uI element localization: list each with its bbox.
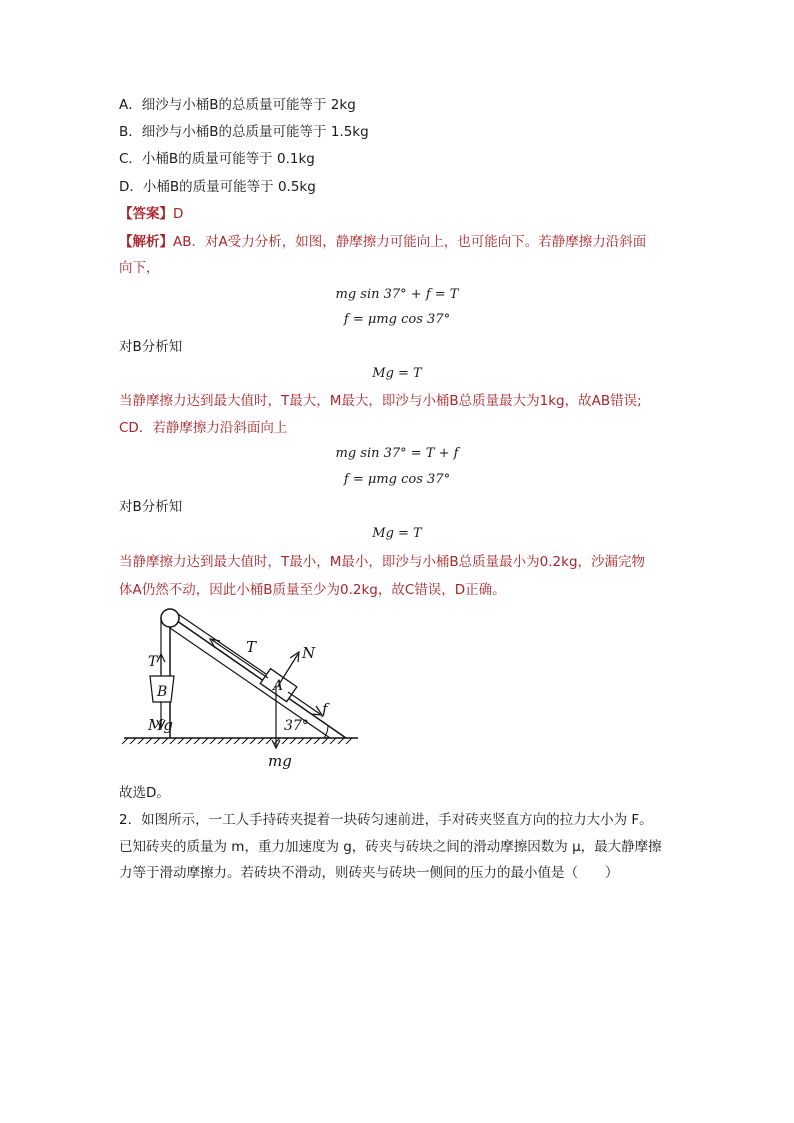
b-analysis-1: 对B分析知: [119, 339, 183, 355]
analysis-intro-line1: AB．对A受力分析，如图，静摩擦力可能向上，也可能向下。若静摩擦力沿斜面: [173, 234, 647, 250]
option-d: D．小桶B的质量可能等于 0.5kg: [119, 179, 316, 195]
b-analysis-2: 对B分析知: [119, 499, 183, 515]
pulley-icon: [161, 609, 179, 627]
conclusion-cd-line2: 体A仍然不动，因此小桶B质量至少为0.2kg，故C错误，D正确。: [119, 582, 506, 598]
option-c: C．小桶B的质量可能等于 0.1kg: [119, 151, 315, 167]
force-diagram: [118, 606, 368, 776]
cd-intro: CD．若静摩擦力沿斜面向上: [119, 420, 288, 436]
f-arrow: [288, 692, 320, 714]
analysis-intro: [119, 233, 646, 251]
label-t-left: T: [148, 654, 158, 670]
equation-1: mg sin 37° + f = T: [335, 287, 459, 302]
label-a: A: [273, 678, 284, 694]
conclusion-cd-line1: 当静摩擦力达到最大值时，T最小，M最小，即沙与小桶B总质量最小为0.2kg，沙漏完物: [119, 554, 646, 570]
equation-3: Mg = T: [372, 366, 422, 381]
choice-line: 故选D。: [119, 785, 170, 801]
answer-label: 【答案】: [119, 206, 173, 222]
label-mg-b: Mg: [148, 716, 173, 734]
label-mg-a: mg: [268, 752, 292, 770]
conclusion-ab: 当静摩擦力达到最大值时，T最大，M最大，即沙与小桶B总质量最大为1kg，故AB错误;: [119, 393, 642, 409]
label-n: N: [302, 644, 316, 662]
label-f: f: [322, 700, 328, 718]
answer-value: D: [173, 206, 184, 222]
equation-5: f = μmg cos 37°: [343, 472, 451, 487]
question2-line1: 2．如图所示，一工人手持砖夹提着一块砖匀速前进，手对砖夹竖直方向的拉力大小为 F。: [119, 812, 653, 828]
option-b: B．细沙与小桶B的总质量可能等于 1.5kg: [119, 124, 369, 140]
analysis-label: 【解析】: [119, 234, 173, 250]
analysis-intro-line2: 向下，: [119, 260, 160, 276]
label-angle: 37°: [284, 718, 309, 734]
label-b: B: [157, 684, 168, 700]
f-arrowhead: [311, 706, 322, 715]
answer-line: [119, 205, 183, 223]
equation-4: mg sin 37° = T + f: [335, 446, 459, 461]
question2-line3: 力等于滑动摩擦力。若砖块不滑动，则砖夹与砖块一侧间的压力的最小值是（ ）: [119, 865, 619, 881]
ground-hatching: [122, 738, 352, 744]
question2-line2: 已知砖夹的质量为 m，重力加速度为 g，砖夹与砖块之间的滑动摩擦因数为 μ，最大静摩擦: [119, 839, 662, 855]
incline-surface: [170, 616, 346, 738]
equation-2: f = μmg cos 37°: [343, 312, 451, 327]
equation-6: Mg = T: [372, 526, 422, 541]
label-t-slope: T: [246, 638, 257, 656]
option-a: A．细沙与小桶B的总质量可能等于 2kg: [119, 97, 356, 113]
t-arrow-a: [212, 640, 268, 678]
